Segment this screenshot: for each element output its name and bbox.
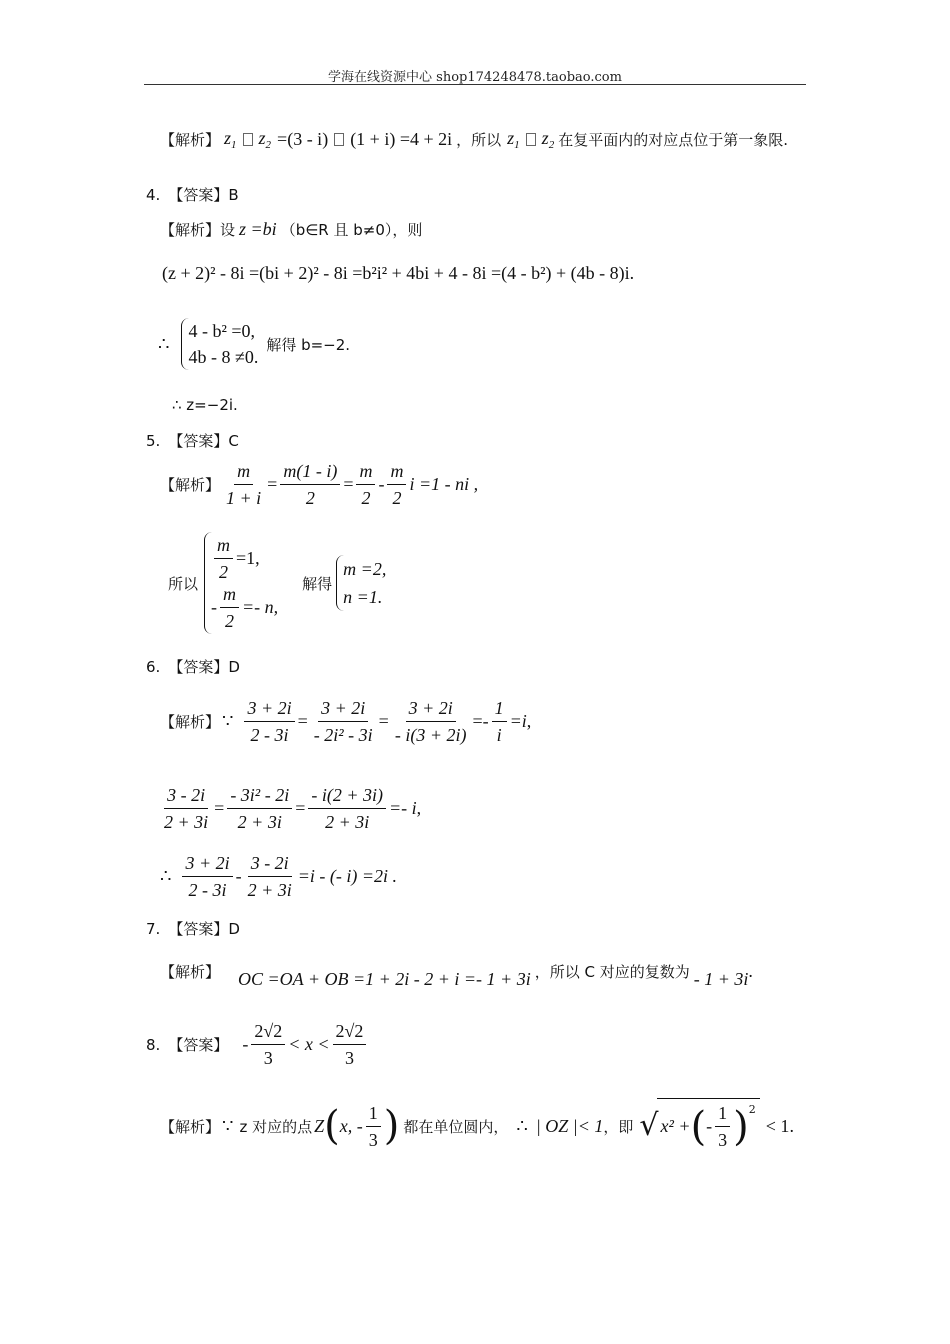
q3-mid-text: ，所以: [456, 131, 502, 149]
q4-system: [158, 318, 350, 370]
q8-t1: z 对应的点: [239, 1117, 313, 1136]
q7-mid: ，所以 C 对应的复数为: [534, 963, 690, 981]
q8-end: .: [789, 1115, 794, 1136]
q5-solve: 解得: [302, 574, 333, 593]
q6-c1: $\frac{3 + 2i}{2 - 3i}$: [182, 852, 232, 901]
q6-line2: $\frac{3 - 2i}{2 + 3i}$ = $\frac{\text{- 3i² - 2i}}{2 + 3i}$ = $\frac{- i(2 + 3i)}{2 + 3i}$ =- i ,: [158, 784, 421, 833]
answer-label: 【答案】: [168, 658, 229, 676]
q8-point-pre: Z: [314, 1115, 325, 1136]
q8-point-frac: $\frac{1}{3}$: [366, 1102, 381, 1151]
q8-analysis: [160, 1098, 794, 1154]
q6-line1: 【解析】 ∵ $\frac{3 + 2i}{2 - 3i}$ = $\frac{3 + 2i}{\text{- 2i² - 3i}}$ = $\frac{3 + 2i}{- i(3 + 2i)}$ =- $\frac{1}{i}$ =i ,: [160, 698, 532, 745]
q8-answer: [146, 1020, 369, 1069]
q8-sq-end: < 1: [765, 1115, 790, 1136]
q5-s2-frac: $\frac{m}{2}$: [220, 583, 239, 632]
q8-t3: ，即: [603, 1117, 634, 1136]
q6-number: 6.: [146, 657, 161, 676]
q3-expr-right: (1 + i) =4 + 2i: [350, 129, 453, 149]
q4-condition: （b∈R 且 b≠0），则: [280, 221, 423, 239]
q8-ans-frac1: $\frac{2√2}{3}$: [251, 1020, 285, 1069]
q7-expr: OC =OA + OB =1 + 2i - 2 + i =- 1 + 3i: [238, 969, 531, 989]
q6-a2: $\frac{3 + 2i}{\text{- 2i² - 3i}}$: [313, 698, 373, 745]
sqrt-sign: √: [639, 1108, 659, 1143]
q8-ans-pre: -: [242, 1034, 249, 1054]
q8-number: 8.: [146, 1035, 161, 1054]
left-paren: (: [690, 1103, 707, 1150]
q4-eq1-end: .: [629, 263, 635, 283]
q4-system-brace: [181, 318, 258, 370]
q4-equation: [162, 263, 634, 284]
therefore-symbol: ∴: [516, 1115, 528, 1136]
q6-a4-pre: =-: [472, 711, 489, 731]
q7-val: - 1 + 3i: [693, 969, 749, 989]
q5-number: 5.: [146, 431, 161, 450]
therefore-symbol: ∴: [158, 333, 170, 354]
q6-a3: $\frac{3 + 2i}{- i(3 + 2i)}$: [394, 698, 467, 745]
q8-ans-mid: < x <: [288, 1034, 330, 1054]
q4-analysis: [160, 219, 422, 240]
q4-solve: 解得 b=−2.: [266, 335, 351, 354]
analysis-label: 【解析】: [160, 1117, 221, 1136]
q4-sys1: 4 - b² =0,: [188, 321, 255, 341]
q5-system-brace: [204, 532, 278, 634]
q5-s1-frac: $\frac{m}{2}$: [214, 534, 233, 583]
q7-answer: [146, 918, 240, 939]
because-symbol: ∵: [222, 711, 234, 731]
q7-number: 7.: [146, 919, 161, 938]
q3-z1b: $z_1$: [507, 128, 520, 151]
therefore-symbol: ∴: [160, 866, 172, 886]
q6-answer-value: D: [228, 657, 240, 676]
q6-b1: $\frac{3 - 2i}{2 + 3i}$: [164, 785, 209, 832]
q5-frac4: $\frac{m}{2}$: [387, 460, 406, 509]
q5-so: 所以: [168, 574, 199, 593]
analysis-label: 【解析】: [160, 713, 221, 731]
q4-result: ∴ z=−2i.: [172, 396, 238, 414]
q5-frac1: $\frac{m}{1 + i}$: [226, 461, 262, 508]
answer-label: 【答案】: [168, 920, 229, 938]
q5-frac2: $\frac{m(1 - i)}{2}$: [280, 460, 340, 509]
q4-number: 4.: [146, 185, 161, 204]
left-paren: (: [324, 1103, 340, 1149]
q6-c-end: =i - (- i) =2i .: [297, 866, 398, 886]
q6-a4: $\frac{1}{i}$: [492, 697, 507, 746]
because-symbol: ∵: [222, 1115, 234, 1136]
q4-set-expr: z =bi: [239, 219, 277, 239]
analysis-label: 【解析】: [160, 476, 221, 494]
answer-label: 【答案】: [168, 432, 229, 450]
q5-system: [168, 532, 386, 634]
q5-frac3: $\frac{m}{2}$: [356, 460, 375, 509]
q8-ans-frac2: $\frac{2√2}{3}$: [333, 1020, 367, 1069]
q5-analysis: 【解析】 $\frac{m}{1 + i}$ = $\frac{m(1 - i)}{2}$ = $\frac{m}{2}$ - $\frac{m}{2}$ i =1 - ni ,: [160, 461, 479, 508]
q5-answer: [146, 430, 239, 451]
q6-a1: $\frac{3 + 2i}{2 - 3i}$: [244, 697, 294, 746]
q8-t2: 都在单位圆内，: [403, 1117, 509, 1136]
missing-glyph-box: [526, 133, 536, 146]
q5-answer-value: C: [228, 431, 239, 450]
q5-s2-pre: -: [211, 597, 218, 617]
q5-s1-rhs: =1,: [236, 548, 260, 568]
q5-s2-rhs: =- n,: [242, 597, 279, 617]
q3-z1: $z_1$: [224, 128, 237, 151]
q4-eq1: (z + 2)² - 8i =(bi + 2)² - 8i =b²i² + 4bi + 4 - 8i =(4 - b²) + (4b - 8)i: [162, 263, 630, 283]
page-header: 学海在线资源中心 shop174248478.taobao.com: [328, 70, 622, 85]
q8-point-x: x, -: [339, 1115, 363, 1136]
q8-sq-x: x² +: [660, 1116, 691, 1136]
q5-r2: n =1.: [343, 587, 383, 607]
q5-r1: m =2,: [343, 559, 387, 579]
analysis-label: 【解析】: [160, 221, 221, 239]
q4-sys2: 4b - 8 ≠0.: [188, 347, 259, 367]
answer-label: 【答案】: [168, 1036, 229, 1054]
analysis-label: 【解析】: [160, 131, 221, 149]
q3-expr-mid: =(3 - i): [277, 129, 329, 149]
q7-end: .: [748, 961, 753, 981]
q6-line3: ∴ $\frac{3 + 2i}{2 - 3i}$ - $\frac{3 - 2i}{2 + 3i}$ =i - (- i) =2i .: [160, 853, 398, 900]
q6-b2: $\frac{\text{- 3i² - 2i}}{2 + 3i}$: [227, 784, 292, 833]
q3-tail: 在复平面内的对应点位于第一象限.: [558, 131, 788, 149]
q6-c2: $\frac{3 - 2i}{2 + 3i}$: [247, 853, 292, 900]
q4-answer: [146, 184, 239, 205]
q5-tail: i =1 - ni ,: [409, 474, 479, 494]
q6-b3: $\frac{- i(2 + 3i)}{2 + 3i}$: [308, 784, 386, 833]
analysis-label: 【解析】: [160, 963, 221, 981]
q5-result-brace: [336, 555, 386, 611]
missing-glyph-box: [243, 133, 253, 146]
missing-glyph-box: [334, 133, 344, 146]
q6-a4-end: =i: [509, 711, 527, 731]
right-paren: ): [383, 1103, 400, 1149]
q3-z2b: $z_2$: [541, 128, 555, 151]
q8-sq-frac: $\frac{1}{3}$: [715, 1102, 730, 1151]
q4-set-text: 设: [220, 221, 236, 239]
q8-abs: | OZ |< 1: [535, 1115, 604, 1136]
q8-sqrt: √ x² + ( - $\frac{1}{3}$ ) 2: [639, 1098, 759, 1154]
right-paren: ): [733, 1103, 749, 1150]
q3-analysis: [160, 128, 788, 151]
header-divider: [144, 84, 806, 85]
answer-label: 【答案】: [168, 186, 229, 204]
q7-analysis: [160, 953, 753, 990]
q4-answer-value: B: [228, 185, 239, 204]
q6-answer: [146, 656, 240, 677]
q6-b-end: =- i: [389, 798, 417, 818]
q7-answer-value: D: [228, 919, 240, 938]
q3-z2: $z_2$: [258, 128, 272, 151]
